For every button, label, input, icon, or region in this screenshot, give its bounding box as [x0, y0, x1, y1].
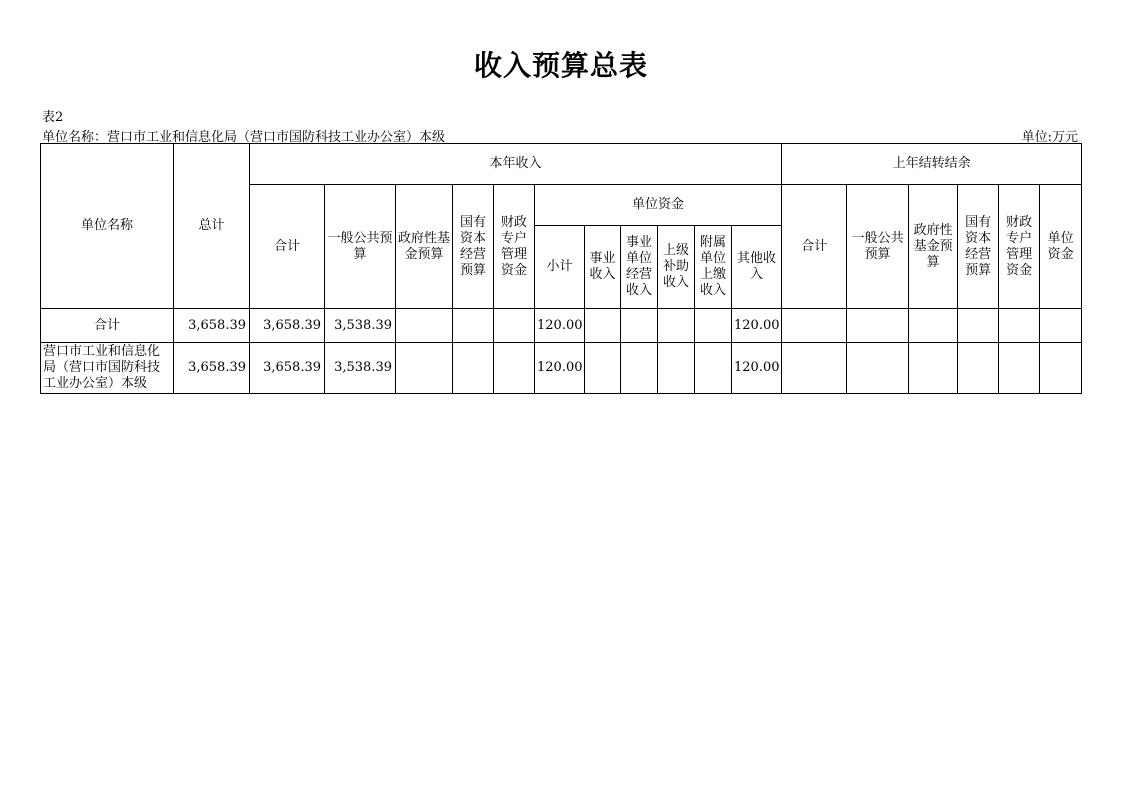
header-gov-fund: 政府性基金预算 — [396, 185, 453, 309]
header-unit-funds: 单位资金 — [535, 185, 782, 226]
header-business-income: 事业收入 — [585, 226, 621, 309]
unit-label: 单位:万元 — [1021, 130, 1078, 145]
cell-name: 营口市工业和信息化局（营口市国防科技工业办公室）本级 — [41, 343, 174, 394]
header-row-1 — [41, 144, 1082, 185]
cell-affiliated-payment — [695, 309, 732, 343]
cell-state-capital — [453, 343, 494, 394]
cell-general-public: 3,538.39 — [325, 343, 396, 394]
header-prev-state-capital: 国有资本经营预算 — [958, 185, 999, 309]
header-prev-fiscal-special: 财政专户管理资金 — [999, 185, 1040, 309]
cell-state-capital — [453, 309, 494, 343]
cell-subtotal: 3,658.39 — [250, 309, 325, 343]
header-superior-subsidy: 上级补助收入 — [658, 226, 695, 309]
header-state-capital: 国有资本经营预算 — [453, 185, 494, 309]
cell-business-income — [585, 343, 621, 394]
header-small-total: 小计 — [535, 226, 585, 309]
header-current-year: 本年收入 — [250, 144, 782, 185]
cell-other-income: 120.00 — [732, 343, 782, 394]
cell-prev-fiscal-special — [999, 343, 1040, 394]
cell-total: 3,658.39 — [174, 343, 250, 394]
cell-gov-fund — [396, 343, 453, 394]
cell-business-income — [585, 309, 621, 343]
cell-prev-state-capital — [958, 343, 999, 394]
table-row — [41, 343, 1082, 394]
cell-total: 3,658.39 — [174, 309, 250, 343]
cell-business-operating — [621, 309, 658, 343]
header-prev-general-public: 一般公共预算 — [847, 185, 909, 309]
header-affiliated-payment: 附属单位上缴收入 — [695, 226, 732, 309]
header-prev-unit-funds: 单位资金 — [1040, 185, 1082, 309]
cell-prev-general-public — [847, 309, 909, 343]
header-prev-year: 上年结转结余 — [782, 144, 1082, 185]
cell-prev-unit-funds — [1040, 309, 1082, 343]
cell-prev-subtotal — [782, 309, 847, 343]
cell-small-total: 120.00 — [535, 309, 585, 343]
cell-affiliated-payment — [695, 343, 732, 394]
cell-prev-general-public — [847, 343, 909, 394]
table-row — [41, 309, 1082, 343]
cell-prev-subtotal — [782, 343, 847, 394]
cell-prev-fiscal-special — [999, 309, 1040, 343]
header-total: 总计 — [174, 144, 250, 309]
cell-prev-unit-funds — [1040, 343, 1082, 394]
cell-small-total: 120.00 — [535, 343, 585, 394]
cell-fiscal-special — [494, 309, 535, 343]
cell-gov-fund — [396, 309, 453, 343]
header-other-income: 其他收入 — [732, 226, 782, 309]
income-budget-table — [40, 143, 1082, 394]
cell-superior-subsidy — [658, 309, 695, 343]
header-general-public: 一般公共预算 — [325, 185, 396, 309]
cell-prev-gov-fund — [909, 309, 958, 343]
form-number: 表2 — [42, 110, 64, 125]
header-prev-subtotal: 合计 — [782, 185, 847, 309]
cell-fiscal-special — [494, 343, 535, 394]
header-business-operating: 事业单位经营收入 — [621, 226, 658, 309]
cell-business-operating — [621, 343, 658, 394]
cell-prev-state-capital — [958, 309, 999, 343]
cell-name: 合计 — [41, 309, 174, 343]
header-unit-name: 单位名称 — [41, 144, 174, 309]
cell-prev-gov-fund — [909, 343, 958, 394]
cell-other-income: 120.00 — [732, 309, 782, 343]
cell-superior-subsidy — [658, 343, 695, 394]
cell-subtotal: 3,658.39 — [250, 343, 325, 394]
header-fiscal-special: 财政专户管理资金 — [494, 185, 535, 309]
header-subtotal: 合计 — [250, 185, 325, 309]
page-title: 收入预算总表 — [473, 49, 648, 82]
cell-general-public: 3,538.39 — [325, 309, 396, 343]
unit-name-label: 单位名称：营口市工业和信息化局（营口市国防科技工业办公室）本级 — [42, 130, 446, 145]
header-prev-gov-fund: 政府性基金预算 — [909, 185, 958, 309]
